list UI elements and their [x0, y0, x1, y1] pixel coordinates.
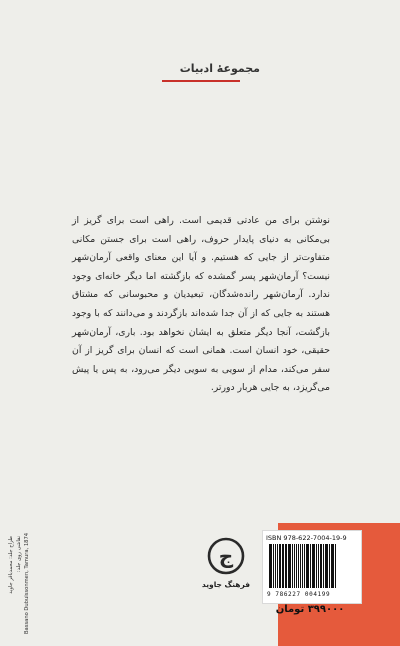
barcode-bar — [275, 544, 276, 588]
credit-painting: نقاشی روی جلد: — [16, 536, 22, 573]
publisher-name: فرهنگ جاوید — [201, 580, 251, 589]
barcode-bar — [292, 544, 293, 588]
barcode-bar — [277, 544, 278, 588]
barcode-bar — [282, 544, 284, 588]
barcode-bar — [316, 544, 317, 588]
barcode-bar — [296, 544, 297, 588]
barcode-bar — [331, 544, 334, 588]
barcode-bar — [306, 544, 309, 588]
cover-credits — [0, 532, 52, 634]
barcode-bar — [300, 544, 301, 588]
series-underline — [162, 80, 240, 82]
series-label: مجموعهٔ ادبیات — [179, 62, 260, 75]
barcode-bar — [325, 544, 328, 588]
barcode-digits: 9 786227 004199 — [267, 591, 331, 598]
barcode-bar — [335, 544, 336, 588]
barcode-bar — [302, 544, 303, 588]
barcode-bar — [273, 544, 274, 588]
barcode-bar — [279, 544, 281, 588]
publisher-logo-glyph: ج — [218, 544, 234, 568]
barcode-bar — [312, 544, 315, 588]
barcode-bar — [320, 544, 322, 588]
barcode-bar — [318, 544, 319, 588]
credit-designer: طراح جلد: محمدباقر جاوید — [8, 536, 14, 594]
publisher-logo-icon — [206, 536, 246, 576]
barcode-bar — [310, 544, 311, 588]
barcode-bar — [298, 544, 299, 588]
barcode-panel — [262, 530, 362, 604]
barcode-bar — [329, 544, 330, 588]
barcode-bar — [294, 544, 295, 588]
barcode-icon — [267, 544, 357, 590]
price-label: ۳۹۹۰۰۰ تومان — [275, 604, 345, 615]
barcode-bar — [323, 544, 324, 588]
isbn-label: ISBN 978-622-7004-19-9 — [266, 534, 347, 542]
blurb-paragraph: نوشتن برای من عادتی قدیمی است. راهی است برای گریز از بی‌مکانی به دنیای پایدار حروف، راهی است برای جستن مکانی متفاوت‌تر از جایی که هستیم. و آیا این معنای واقعی آرمان‌شهر نیست؟ آرمان‌شهر پسر گمشده که بازگشته اما دیگر خانه‌ای وجود ندارد. آرمان‌شهر رانده‌شدگان، تبعیدیان و محبوسانی که مشتاق هستند به جایی که از آن جدا شده‌اند بازگردند و می‌دانند که با وجود بازگشت، آنجا دیگر متعلق به ایشان نخواهد بود. باری، آرمان‌شهر حقیقی، خود انسان است. همانی است که انسان برای گریز از آن سفر می‌کند، مدام از سویی به سویی دیگر می‌رود، به پس یا پیش می‌گریزد، به جایی هربار دورتر. — [72, 215, 330, 394]
barcode-bar — [285, 544, 287, 588]
credit-artist: Bassano Dubuissonmen, Tamura, 1874 — [24, 532, 30, 634]
barcode-bar — [269, 544, 272, 588]
back-cover-blurb — [72, 212, 330, 398]
barcode-bar — [288, 544, 291, 588]
barcode-bar — [304, 544, 305, 588]
